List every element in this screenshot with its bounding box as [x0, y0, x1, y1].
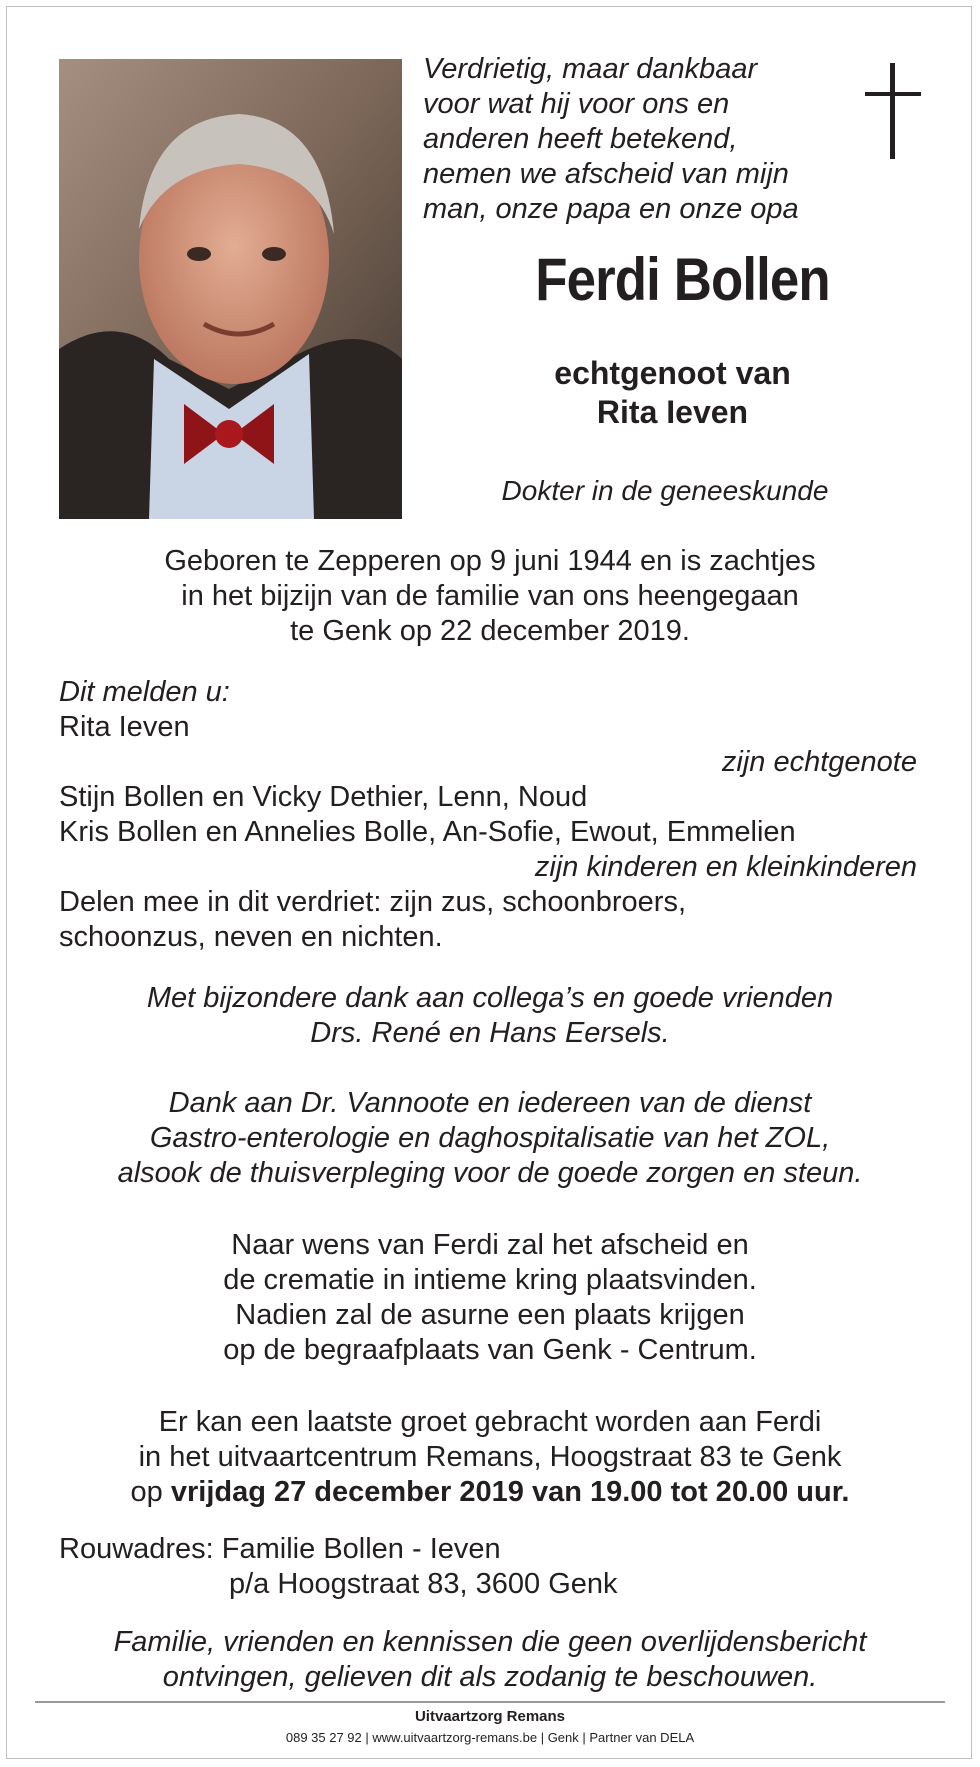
spouse-of — [460, 354, 885, 432]
thanks-line: Dank aan Dr. Vannoote en iedereen van de dienst — [168, 1087, 812, 1119]
visitation-line: Er kan een laatste groet gebracht worden aan Ferdi — [158, 1406, 822, 1438]
visitation-line: in het uitvaartcentrum Remans, Hoogstraat 83 te Genk — [138, 1441, 842, 1473]
birth-death-line: in het bijzijn van de familie van ons heengegaan — [181, 580, 799, 612]
mourning-address-street: p/a Hoogstraat 83, 3600 Genk — [229, 1568, 618, 1600]
visitation-text — [40, 1405, 940, 1510]
cremation-line: Naar wens van Ferdi zal het afscheid en — [231, 1229, 749, 1261]
profession: Dokter in de geneeskunde — [501, 475, 829, 506]
thanks-colleagues — [40, 981, 940, 1051]
cremation-line: op de begraafplaats van Genk - Centrum. — [223, 1334, 757, 1366]
deceased-name: Ferdi Bollen — [535, 246, 830, 313]
cross-icon — [865, 63, 921, 159]
children-role: zijn kinderen en kleinkinderen — [534, 851, 917, 883]
children-line: Kris Bollen en Annelies Bolle, An-Sofie, Ewout, Emmelien — [59, 816, 796, 848]
mourning-address-label: Rouwadres: Familie Bollen - Ieven — [59, 1533, 501, 1565]
spouse-role: zijn echtgenote — [721, 746, 917, 778]
footer-company: Uitvaartzorg Remans — [414, 1708, 566, 1725]
closing-line: ontvingen, gelieven dit als zodanig te beschouwen. — [162, 1661, 818, 1693]
relatives-line: Delen mee in dit verdriet: zijn zus, schoonbroers, — [59, 886, 687, 918]
cremation-line: de crematie in intieme kring plaatsvinden. — [223, 1264, 757, 1296]
intro-line: man, onze papa en onze opa — [423, 193, 799, 225]
closing-line: Familie, vrienden en kennissen die geen overlijdensbericht — [113, 1626, 867, 1658]
intro-text — [423, 52, 843, 227]
birth-death-text — [40, 544, 940, 649]
thanks-line: alsook de thuisverpleging voor de goede zorgen en steun. — [117, 1157, 863, 1189]
cremation-text — [40, 1228, 940, 1368]
thanks-line: Gastro-enterologie en daghospitalisatie van het ZOL, — [149, 1122, 831, 1154]
thanks-line: Drs. René en Hans Eersels. — [310, 1017, 670, 1049]
visitation-datetime-line — [40, 1475, 940, 1510]
spouse-name: Rita Ieven — [59, 711, 190, 743]
relatives-line: schoonzus, neven en nichten. — [59, 921, 443, 953]
closing-text — [40, 1625, 940, 1695]
intro-line: nemen we afscheid van mijn — [423, 158, 789, 190]
footer-contact-info: 089 35 27 92 | www.uitvaartzorg-remans.be | Genk | Partner van DELA — [285, 1730, 695, 1745]
birth-death-line: Geboren te Zepperen op 9 juni 1944 en is zachtjes — [164, 545, 816, 577]
spouse-line: echtgenoot van — [554, 355, 791, 391]
cremation-line: Nadien zal de asurne een plaats krijgen — [235, 1299, 745, 1331]
announcement-heading: Dit melden u: — [59, 676, 230, 708]
portrait-photo — [59, 59, 402, 519]
thanks-care — [40, 1086, 940, 1191]
birth-death-line: te Genk op 22 december 2019. — [290, 615, 690, 647]
intro-line: anderen heeft betekend, — [423, 123, 738, 155]
visitation-datetime: vrijdag 27 december 2019 van 19.00 tot 20.00 uur. — [170, 1476, 850, 1508]
intro-line: Verdrietig, maar dankbaar — [423, 53, 758, 85]
spouse-line: Rita Ieven — [596, 394, 749, 430]
footer-divider — [35, 1701, 945, 1703]
visitation-prefix: op — [130, 1476, 163, 1508]
thanks-line: Met bijzondere dank aan collega’s en goede vrienden — [146, 982, 834, 1014]
children-line: Stijn Bollen en Vicky Dethier, Lenn, Noud — [59, 781, 588, 813]
intro-line: voor wat hij voor ons en — [423, 88, 730, 120]
